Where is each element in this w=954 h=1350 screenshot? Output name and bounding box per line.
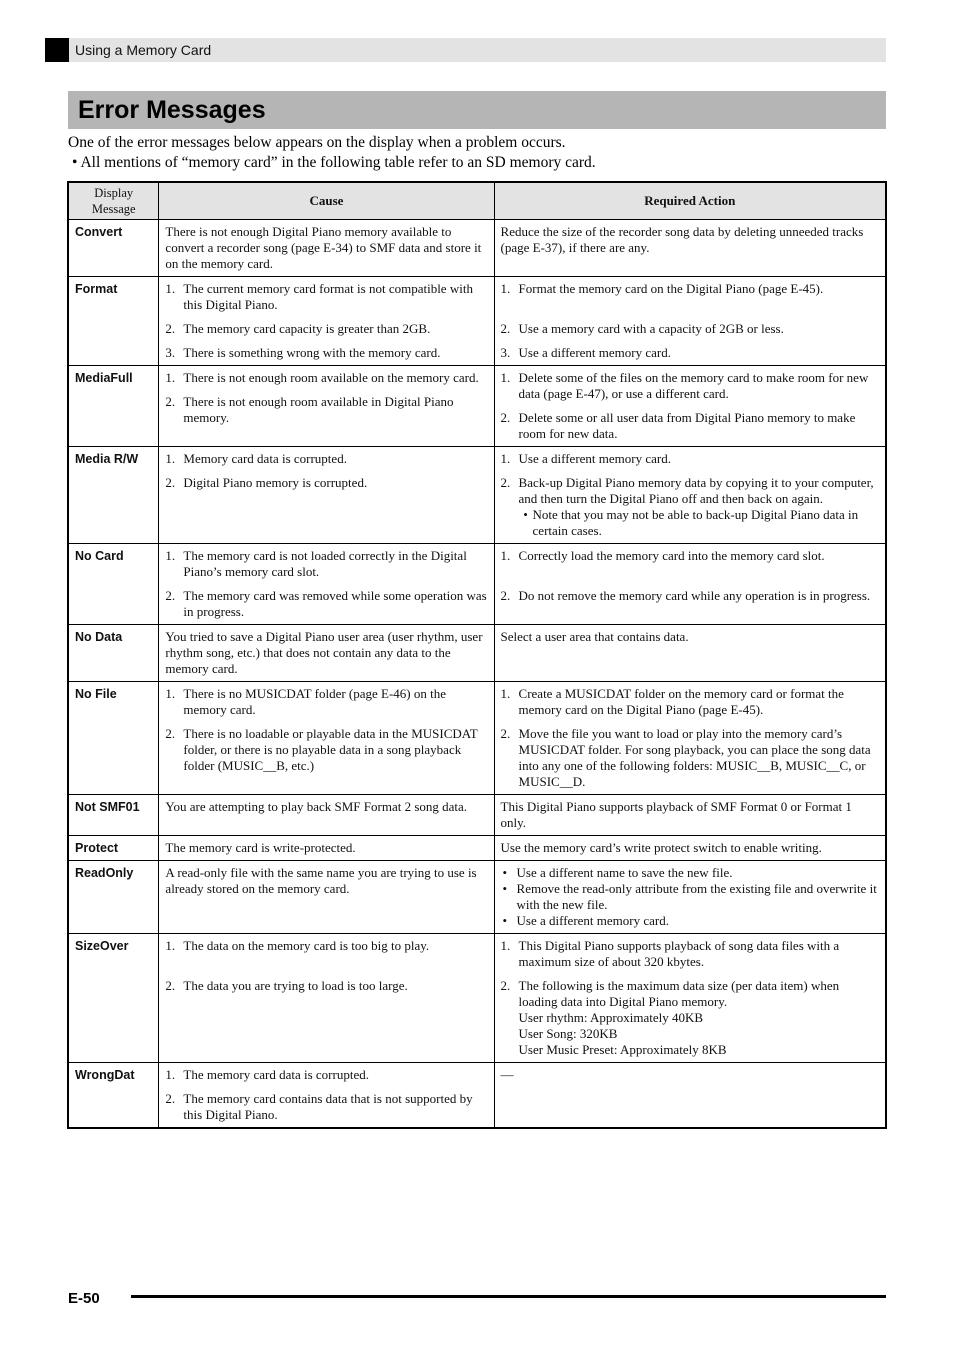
action-text: Delete some or all user data from Digital Piano memory to make room for new data. [518, 410, 856, 441]
cause-text: The memory card is write-protected. [165, 840, 356, 855]
list-item: 2. There is no loadable or playable data in the MUSICDAT folder, or there is no playable data in a song playback folder (MUSIC__B, etc.) [165, 726, 487, 774]
cause-cell [159, 1063, 494, 1129]
display-message: ReadOnly [68, 861, 159, 934]
table-row [68, 836, 886, 861]
intro-bullet: • All mentions of “memory card” in the following table refer to an SD memory card. [72, 154, 596, 171]
list-item: • Use a different name to save the new file. [502, 865, 733, 880]
table-row [68, 277, 886, 366]
action-text: Select a user area that contains data. [500, 629, 689, 644]
cause-cell [159, 544, 494, 625]
action-cell [494, 934, 886, 1063]
table-row [68, 544, 886, 625]
page-number: E-50 [68, 1290, 100, 1307]
cause-text: There is not enough Digital Piano memory available to convert a recorder song (page E-34) to SMF data and store it on the memory card. [165, 224, 482, 271]
list-item: 1. Correctly load the memory card into the memory card slot. [501, 548, 879, 564]
action-cell [494, 682, 886, 795]
list-item: 1. Use a different memory card. [501, 451, 879, 467]
cause-text: The memory card capacity is greater than 2GB. [183, 321, 431, 336]
size-limit-text: User Music Preset: Approximately 8KB [518, 1042, 727, 1057]
action-text: Use a different memory card. [518, 451, 671, 466]
list-item: 2. Digital Piano memory is corrupted. [165, 475, 487, 491]
action-text: Use a memory card with a capacity of 2GB or less. [518, 321, 784, 336]
cause-cell [159, 277, 494, 366]
cause-text: The memory card contains data that is not supported by this Digital Piano. [183, 1091, 473, 1122]
cause-text: There is not enough room available on the memory card. [183, 370, 479, 385]
table-row [68, 682, 886, 795]
action-text: Format the memory card on the Digital Piano (page E-45). [518, 281, 824, 296]
action-text: Use a different memory card. [518, 345, 671, 360]
list-item: 1. The data on the memory card is too big to play. [165, 938, 487, 954]
list-item: 2. The memory card was removed while some operation was in progress. [165, 588, 487, 619]
table-row [68, 861, 886, 934]
list-item: 2. The memory card capacity is greater than 2GB. [165, 321, 487, 337]
size-limit-text: User rhythm: Approximately 40KB [518, 1010, 704, 1025]
action-text: This Digital Piano supports playback of SMF Format 0 or Format 1 only. [500, 799, 852, 830]
table-row [68, 1063, 886, 1129]
table-row [68, 795, 886, 836]
list-item: 1. There is no MUSICDAT folder (page E-46) on the memory card. [165, 686, 487, 718]
size-limit-text: User Song: 320KB [518, 1026, 618, 1041]
list-item: 2. Back-up Digital Piano memory data by copying it to your computer, and then turn the Digital Piano off and then back on again. • Note that you may not be able to back-up Digital Piano data in certain cases. [501, 475, 879, 539]
cause-text: You tried to save a Digital Piano user area (user rhythm, user rhythm song, etc.) that does not contain any data to the memory card. [165, 629, 483, 676]
section-header-bar [45, 38, 886, 62]
intro-line: One of the error messages below appears on the display when a problem occurs. [68, 134, 566, 151]
list-item: 1. The memory card is not loaded correctly in the Digital Piano’s memory card slot. [165, 548, 487, 580]
display-message: Protect [68, 836, 159, 861]
list-item: 1. There is not enough room available on the memory card. [165, 370, 487, 386]
section-title: Using a Memory Card [75, 42, 212, 58]
section-tab-marker [45, 38, 69, 62]
action-text: Correctly load the memory card into the memory card slot. [518, 548, 825, 563]
display-message: No File [68, 682, 159, 795]
note-bullet: • Note that you may not be able to back-up Digital Piano data in certain cases. [519, 507, 879, 539]
list-item: 2. Delete some or all user data from Digital Piano memory to make room for new data. [501, 410, 879, 442]
header-display-message: Display Message [68, 182, 159, 220]
footer-rule [131, 1295, 886, 1298]
cause-cell [159, 625, 494, 682]
action-text: — [500, 1067, 514, 1082]
cause-text: A read-only file with the same name you are trying to use is already stored on the memory card. [165, 865, 477, 896]
cause-cell [159, 682, 494, 795]
action-text: Use a different name to save the new file. [516, 865, 733, 880]
action-text: The following is the maximum data size (per data item) when loading data into Digital Piano memory. [518, 978, 840, 1009]
header-cause: Cause [159, 182, 494, 220]
list-item: 2. The data you are trying to load is too large. [165, 978, 487, 994]
action-text: Do not remove the memory card while any operation is in progress. [518, 588, 871, 603]
action-cell [494, 1063, 886, 1129]
action-text: Back-up Digital Piano memory data by copying it to your computer, and then turn the Digital Piano off and then back on again. [518, 475, 874, 506]
list-item: 3. There is something wrong with the memory card. [165, 345, 487, 361]
cause-text: The memory card was removed while some operation was in progress. [183, 588, 487, 619]
cause-cell [159, 861, 494, 934]
page-title-bar [68, 91, 886, 129]
list-item: • Remove the read-only attribute from the existing file and overwrite it with the new file. [501, 881, 879, 913]
table-row [68, 220, 886, 277]
list-item: 1. Format the memory card on the Digital Piano (page E-45). [501, 281, 879, 297]
list-item: 2. The following is the maximum data size (per data item) when loading data into Digital Piano memory. User rhythm: Approximately 40KB User Song: 320KB User Music Preset: Approximately 8KB [501, 978, 879, 1058]
cause-text: There is not enough room available in Digital Piano memory. [183, 394, 454, 425]
list-item: 2. Use a memory card with a capacity of 2GB or less. [501, 321, 879, 337]
action-text: This Digital Piano supports playback of song data files with a maximum size of about 320 kbytes. [518, 938, 840, 969]
action-text: Use the memory card’s write protect switch to enable writing. [500, 840, 822, 855]
display-message: Media R/W [68, 447, 159, 544]
action-cell [494, 220, 886, 277]
cause-cell [159, 836, 494, 861]
cause-cell [159, 220, 494, 277]
cause-cell [159, 795, 494, 836]
list-item: 1. Delete some of the files on the memory card to make room for new data (page E-47), or use a different card. [501, 370, 879, 402]
cause-text: You are attempting to play back SMF Format 2 song data. [165, 799, 468, 814]
list-item: 3. Use a different memory card. [501, 345, 879, 361]
action-text: Remove the read-only attribute from the existing file and overwrite it with the new file. [516, 881, 877, 912]
action-text: Reduce the size of the recorder song data by deleting unneeded tracks (page E-37), if there are any. [500, 224, 864, 255]
list-item: 1. Memory card data is corrupted. [165, 451, 487, 467]
cause-cell [159, 447, 494, 544]
list-item: 1. This Digital Piano supports playback of song data files with a maximum size of about 320 kbytes. [501, 938, 879, 970]
cause-text: There is no loadable or playable data in the MUSICDAT folder, or there is no playable data in a song playback folder (MUSIC__B, etc.) [183, 726, 478, 773]
list-item: 2. The memory card contains data that is not supported by this Digital Piano. [165, 1091, 487, 1123]
intro-bullet-text: All mentions of “memory card” in the following table refer to an SD memory card. [80, 154, 596, 171]
action-cell [494, 861, 886, 934]
cause-text: There is something wrong with the memory card. [183, 345, 441, 360]
header-required-action: Required Action [494, 182, 886, 220]
cause-text: The current memory card format is not compatible with this Digital Piano. [183, 281, 473, 312]
list-item: 2. There is not enough room available in Digital Piano memory. [165, 394, 487, 426]
list-item: 2. Move the file you want to load or play into the memory card’s MUSICDAT folder. For song playback, you can place the song data into any one of the following folders: MUSIC__B, MUSIC__C, or MUSIC__D. [501, 726, 879, 790]
cause-text: There is no MUSICDAT folder (page E-46) on the memory card. [183, 686, 447, 717]
action-cell [494, 447, 886, 544]
list-item: 1. The memory card data is corrupted. [165, 1067, 487, 1083]
error-messages-table [67, 181, 887, 1129]
action-text: Use a different memory card. [516, 913, 669, 928]
action-cell [494, 625, 886, 682]
note-text: Note that you may not be able to back-up Digital Piano data in certain cases. [532, 507, 859, 538]
action-cell [494, 277, 886, 366]
action-cell [494, 836, 886, 861]
cause-cell [159, 934, 494, 1063]
display-message: Format [68, 277, 159, 366]
display-message: WrongDat [68, 1063, 159, 1129]
cause-text: Memory card data is corrupted. [183, 451, 347, 466]
action-cell [494, 795, 886, 836]
cause-text: The memory card is not loaded correctly in the Digital Piano’s memory card slot. [183, 548, 467, 579]
table-row [68, 625, 886, 682]
list-item: 1. Create a MUSICDAT folder on the memory card or format the memory card on the Digital Piano (page E-45). [501, 686, 879, 718]
list-item: 2. Do not remove the memory card while any operation is in progress. [501, 588, 879, 604]
table-row [68, 934, 886, 1063]
action-text: Delete some of the files on the memory card to make room for new data (page E-47), or use a different card. [518, 370, 869, 401]
intro-text [68, 133, 886, 173]
cause-text: The data you are trying to load is too large. [183, 978, 408, 993]
action-text: Create a MUSICDAT folder on the memory card or format the memory card on the Digital Piano (page E-45). [518, 686, 844, 717]
action-cell [494, 366, 886, 447]
table-header-row [68, 182, 886, 220]
display-message: Convert [68, 220, 159, 277]
action-text: Move the file you want to load or play into the memory card’s MUSICDAT folder. For song playback, you can place the song data into any one of the following folders: MUSIC__B, MUSIC__C, or MUSIC__D. [518, 726, 871, 789]
list-item: 1. The current memory card format is not compatible with this Digital Piano. [165, 281, 487, 313]
cause-text: The memory card data is corrupted. [183, 1067, 369, 1082]
display-message: No Data [68, 625, 159, 682]
list-item: • Use a different memory card. [502, 913, 669, 928]
display-message: Not SMF01 [68, 795, 159, 836]
cause-text: The data on the memory card is too big to play. [183, 938, 430, 953]
display-message: SizeOver [68, 934, 159, 1063]
display-message: No Card [68, 544, 159, 625]
table-row [68, 447, 886, 544]
display-message: MediaFull [68, 366, 159, 447]
table-row [68, 366, 886, 447]
cause-text: Digital Piano memory is corrupted. [183, 475, 368, 490]
page-title: Error Messages [78, 96, 266, 124]
action-cell [494, 544, 886, 625]
cause-cell [159, 366, 494, 447]
